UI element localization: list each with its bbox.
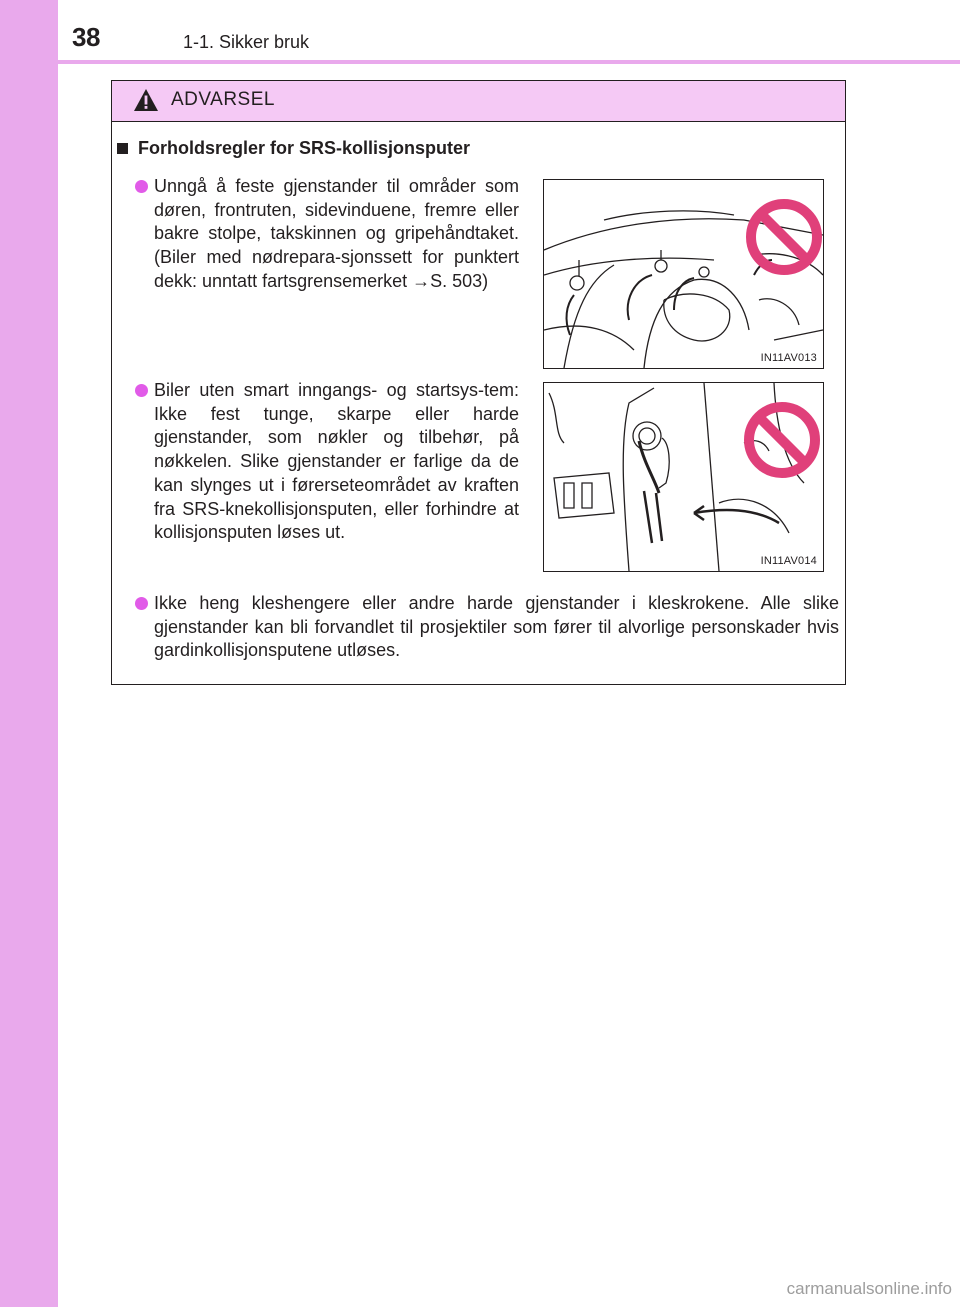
- bullet-text: Ikke heng kleshengere eller andre harde gjenstander i kleskrokene. Alle slike gjenstander kan bli forvandlet til prosjektiler som fører til alvorlige personskader hvis gardinkollisjonsputene utløses.: [154, 593, 839, 661]
- bullet-item: [154, 379, 519, 545]
- bullet-dot-icon: [135, 597, 148, 610]
- bullet-text: Biler uten smart inngangs- og startsys-tem: Ikke fest tunge, skarpe eller harde gjenstander, som nøkler og tilbehør, på nøkkelen. Slike gjenstander er farlige da de kan slynges ut i førerseteområdet av kraften fra SRS-knekollisjonsputen, eller forhindre at kollisjonsputen løses ut.: [154, 380, 519, 543]
- section-title: 1-1. Sikker bruk: [183, 32, 310, 52]
- warning-triangle-icon: [133, 88, 159, 112]
- prohibition-icon: [751, 204, 817, 270]
- bullet-dot-icon: [135, 180, 148, 193]
- bullet-dot-icon: [135, 384, 148, 397]
- warning-header: [112, 81, 845, 122]
- key-ignition-drawing: [544, 383, 823, 571]
- warning-title: ADVARSEL: [171, 89, 275, 110]
- page-number: 38: [72, 22, 100, 52]
- illustration-code: IN11AV013: [760, 352, 817, 364]
- warning-box: [111, 80, 846, 685]
- bullet-item: [154, 175, 519, 294]
- square-bullet-icon: [117, 143, 128, 154]
- prohibition-icon: [749, 407, 815, 473]
- illustration-interior: [543, 179, 824, 369]
- car-interior-drawing: [544, 180, 823, 368]
- subheading-text: Forholdsregler for SRS-kollisjonsputer: [138, 138, 471, 158]
- bullet-text: Unngå å feste gjenstander til områder som døren, frontruten, sidevinduene, fremre eller bakre stolpe, takskinnen og gripehåndtaket. (Biler med nødrepara-sjonssett for punktert dekk: unntatt fartsgrensemerket →S. 503): [154, 176, 519, 291]
- bullet-item: [154, 592, 839, 663]
- warning-subheading: [117, 138, 470, 159]
- header-rule: [58, 60, 960, 64]
- watermark: carmanualsonline.info: [786, 1279, 952, 1298]
- illustration-key: [543, 382, 824, 572]
- illustration-code: IN11AV014: [760, 555, 817, 567]
- side-band: [0, 0, 58, 1307]
